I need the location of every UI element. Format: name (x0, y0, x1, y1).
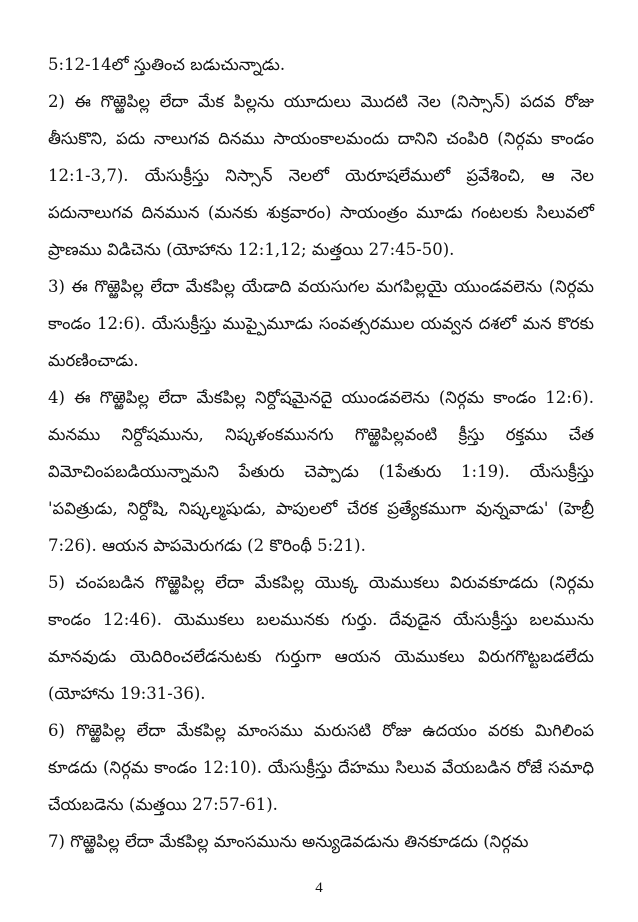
paragraph-point-2: 2) ఈ గొఱ్ఱెపిల్ల లేదా మేక పిల్లను యూదులు మొదటి నెల (నిస్సాన్) పదవ రోజు తీసుకొని, పదు నాలుగవ దినము సాయంకాలమందు దానిని చంపిరి (నిర్గమ కాండం 12:1-3,7). యేసుక్రీస్తు నిస్సాన్ నెలలో యెరూషలేములో ప్రవేశించి, ఆ నెల పదునాలుగవ దినమున (మనకు శుక్రవారం) సాయంత్రం మూడు గంటలకు సిలువలో ప్రాణము విడిచెను (యోహాను 12:1,12; మత్తయి 27:45-50). (48, 92, 594, 259)
page-number: 4 (315, 880, 323, 896)
paragraph-point-6: 6) గొఱ్ఱెపిల్ల లేదా మేకపిల్ల మాంసము మరుసటి రోజు ఉదయం వరకు మిగిలింప కూడదు (నిర్గమ కాండం 12:10). యేసుక్రీస్తు దేహము సిలువ వేయబడిన రోజే సమాధి చేయబడెను (మత్తయి 27:57-61). (48, 721, 594, 814)
page-body (48, 46, 594, 860)
paragraph-point-5: 5) చంపబడిన గొఱ్ఱెపిల్ల లేదా మేకపిల్ల యొక్క యెముకలు విరువకూడదు (నిర్గమ కాండం 12:46). యెముకలు బలమునకు గుర్తు. దేవుడైన యేసుక్రీస్తు బలమును మానవుడు యెదిరించలేడనుటకు గుర్తుగా ఆయన యెముకలు విరుగగొట్టబడలేదు (యోహాను 19:31-36). (48, 573, 594, 703)
paragraph-continuation: 5:12-14లో స్తుతించ బడుచున్నాడు. (48, 55, 286, 74)
paragraph-point-4: 4) ఈ గొఱ్ఱెపిల్ల లేదా మేకపిల్ల నిర్దోషమైనదై యుండవలెను (నిర్గమ కాండం 12:6). మనము నిర్దోషమును, నిష్కళంకమునగు గొఱ్ఱెపిల్లవంటి క్రీస్తు రక్తము చేత విమోచింపబడియున్నామని పేతురు చెప్పాడు (1పేతురు 1:19). యేసుక్రీస్తు 'పవిత్రుడు, నిర్దోషి, నిష్కల్మషుడు, పాపులలో చేరక ప్రత్యేకముగా వున్నవాడు' (హెబ్రీ 7:26). ఆయన పాపమెరుగడు (2 కొరింథీ 5:21). (48, 388, 594, 555)
paragraph-point-7: 7) గొఱ్ఱెపిల్ల లేదా మేకపిల్ల మాంసమును అన్యుడెవడును తినకూడదు (నిర్గమ (48, 832, 529, 851)
paragraph-point-3: 3) ఈ గొఱ్ఱెపిల్ల లేదా మేకపిల్ల యేడాది వయసుగల మగపిల్లయై యుండవలెను (నిర్గమ కాండం 12:6). యేసుక్రీస్తు ముప్పైమూడు సంవత్సరముల యవ్వన దశలో మన కొరకు మరణించాడు. (48, 277, 594, 370)
